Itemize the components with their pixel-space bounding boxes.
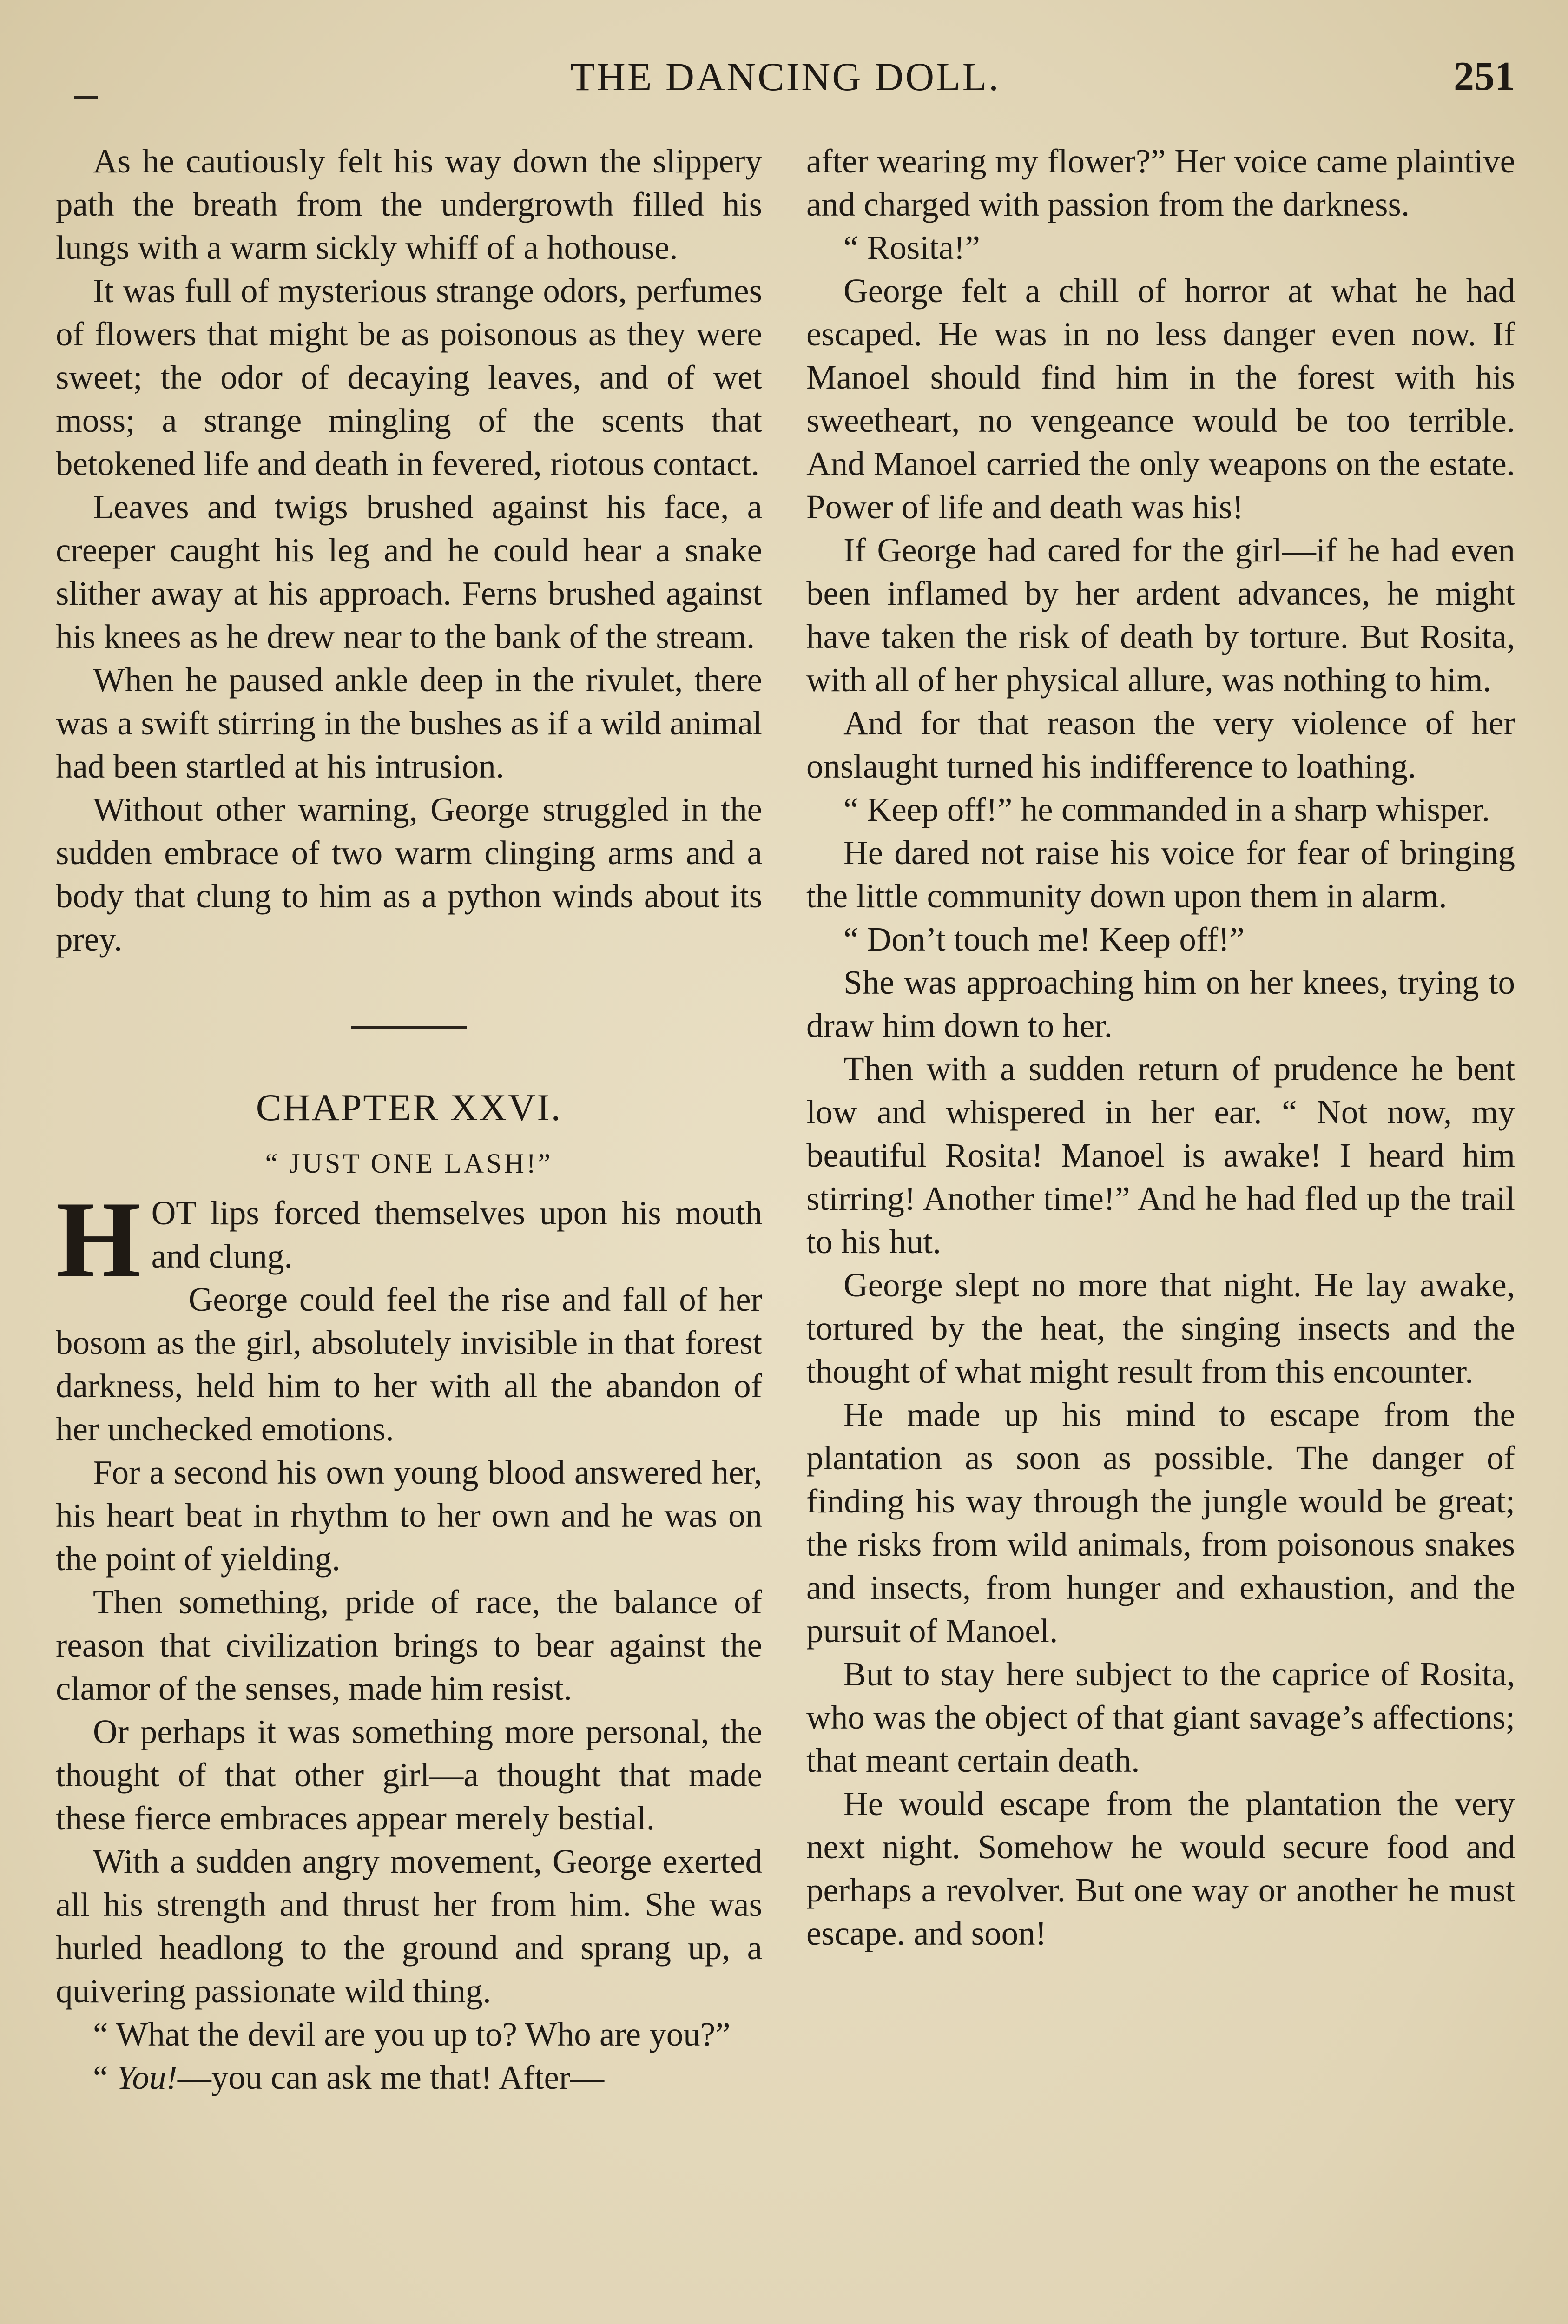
paragraph: Leaves and twigs brushed against his face, a creeper caught his leg and he could hear a snake slither away at his approach. Ferns brushed against his knees as he drew near to the bank of the stream. xyxy=(56,488,762,655)
paragraph: He would escape from the plantation the very next night. Somehow he would secure food and perhaps a revolver. But one way or another he must escape. and soon! xyxy=(806,1785,1515,1952)
paragraph: George could feel the rise and fall of her bosom as the girl, absolutely invisible in that forest darkness, held him to her with all the abandon of her unchecked emotions. xyxy=(56,1281,762,1448)
right-column xyxy=(806,139,1515,1955)
paragraph: “ Rosita!” xyxy=(843,229,980,266)
paragraph: It was full of mysterious strange odors, perfumes of flowers that might be as poisonous as they were sweet; the odor of decaying leaves, and of wet moss; a strange mingling of the scents that betokened life and death in fevered, riotous contact. xyxy=(56,272,762,482)
paragraph: OT lips forced themselves upon his mouth and clung. xyxy=(151,1194,762,1275)
paragraph: George slept no more that night. He lay awake, tortured by the heat, the singing insects and the thought of what might result from this encounter. xyxy=(806,1266,1515,1390)
paragraph: He made up his mind to escape from the plantation as soon as possible. The danger of finding his way through the jungle would be great; the risks from wild animals, from poisonous snakes and insects, from hunger and exhaustion, and the pursuit of Manoel. xyxy=(806,1396,1515,1650)
paragraph: If George had cared for the girl—if he had even been inflamed by her ardent advances, he might have taken the risk of death by torture. But Rosita, with all of her physical allure, was nothing to him. xyxy=(806,531,1515,699)
paragraph: Then with a sudden return of prudence he bent low and whispered in her ear. “ Not now, my beautiful Rosita! Manoel is awake! I heard him stirring! Another time!” And he had fled up the trail to his hut. xyxy=(806,1050,1515,1261)
paragraph xyxy=(56,2056,762,2099)
paragraph: Then something, pride of race, the balance of reason that civilization brings to bear against the clamor of the senses, made him resist. xyxy=(56,1583,762,1707)
paragraph: And for that reason the very violence of her onslaught turned his indifference to loathing. xyxy=(806,704,1515,785)
emphasis: You! xyxy=(116,2059,178,2096)
paragraph: When he paused ankle deep in the rivulet, there was a swift stirring in the bushes as if a wild animal had been startled at his intrusion. xyxy=(56,661,762,785)
running-title: THE DANCING DOLL. xyxy=(570,54,1001,99)
left-column xyxy=(56,139,762,2099)
paragraph: He dared not raise his voice for fear of bringing the little community down upon them in alarm. xyxy=(806,834,1515,915)
chapter-heading: CHAPTER XXVI. xyxy=(256,1086,562,1129)
paragraph: “ Keep off!” he commanded in a sharp whisper. xyxy=(843,791,1490,828)
drop-cap: H xyxy=(56,1179,141,1301)
paragraph: Without other warning, George struggled in the sudden embrace of two warm clinging arms and a body that clung to him as a python winds about its prey. xyxy=(56,791,762,958)
page-number: 251 xyxy=(1454,54,1515,99)
paragraph: after wearing my flower?” Her voice came plaintive and charged with passion from the darkness. xyxy=(806,142,1515,223)
paragraph: As he cautiously felt his way down the slippery path the breath from the undergrowth filled his lungs with a warm sickly whiff of a hothouse. xyxy=(56,142,762,266)
chapter-opening xyxy=(56,1179,762,1451)
paragraph: “ What the devil are you up to? Who are you?” xyxy=(93,2015,731,2053)
chapter-divider xyxy=(351,1026,467,1029)
paragraph: “ Don’t touch me! Keep off!” xyxy=(843,920,1245,958)
paragraph: She was approaching him on her knees, trying to draw him down to her. xyxy=(806,964,1515,1044)
chapter-subtitle: “ JUST ONE LASH!” xyxy=(265,1148,553,1179)
paragraph: But to stay here subject to the caprice of Rosita, who was the object of that giant savage’s affections; that meant certain death. xyxy=(806,1655,1515,1779)
page-header xyxy=(56,51,1515,102)
paragraph: George felt a chill of horror at what he had escaped. He was in no less danger even now. If Manoel should find him in the forest with his sweetheart, no vengeance would be too terrible. And Manoel carried the only weapons on the estate. Power of life and death was his! xyxy=(806,272,1515,526)
paragraph: With a sudden angry movement, George exerted all his strength and thrust her from him. She was hurled headlong to the ground and sprang up, a quivering passionate wild thing. xyxy=(56,1842,762,2010)
paragraph: Or perhaps it was something more personal, the thought of that other girl—a thought that made these fierce embraces appear merely bestial. xyxy=(56,1713,762,1837)
paragraph-rest: —you can ask me that! After— xyxy=(177,2059,605,2096)
open-quote: “ xyxy=(93,2059,117,2096)
paragraph: For a second his own young blood answered her, his heart beat in rhythm to her own and he was on the point of yielding. xyxy=(56,1453,762,1578)
